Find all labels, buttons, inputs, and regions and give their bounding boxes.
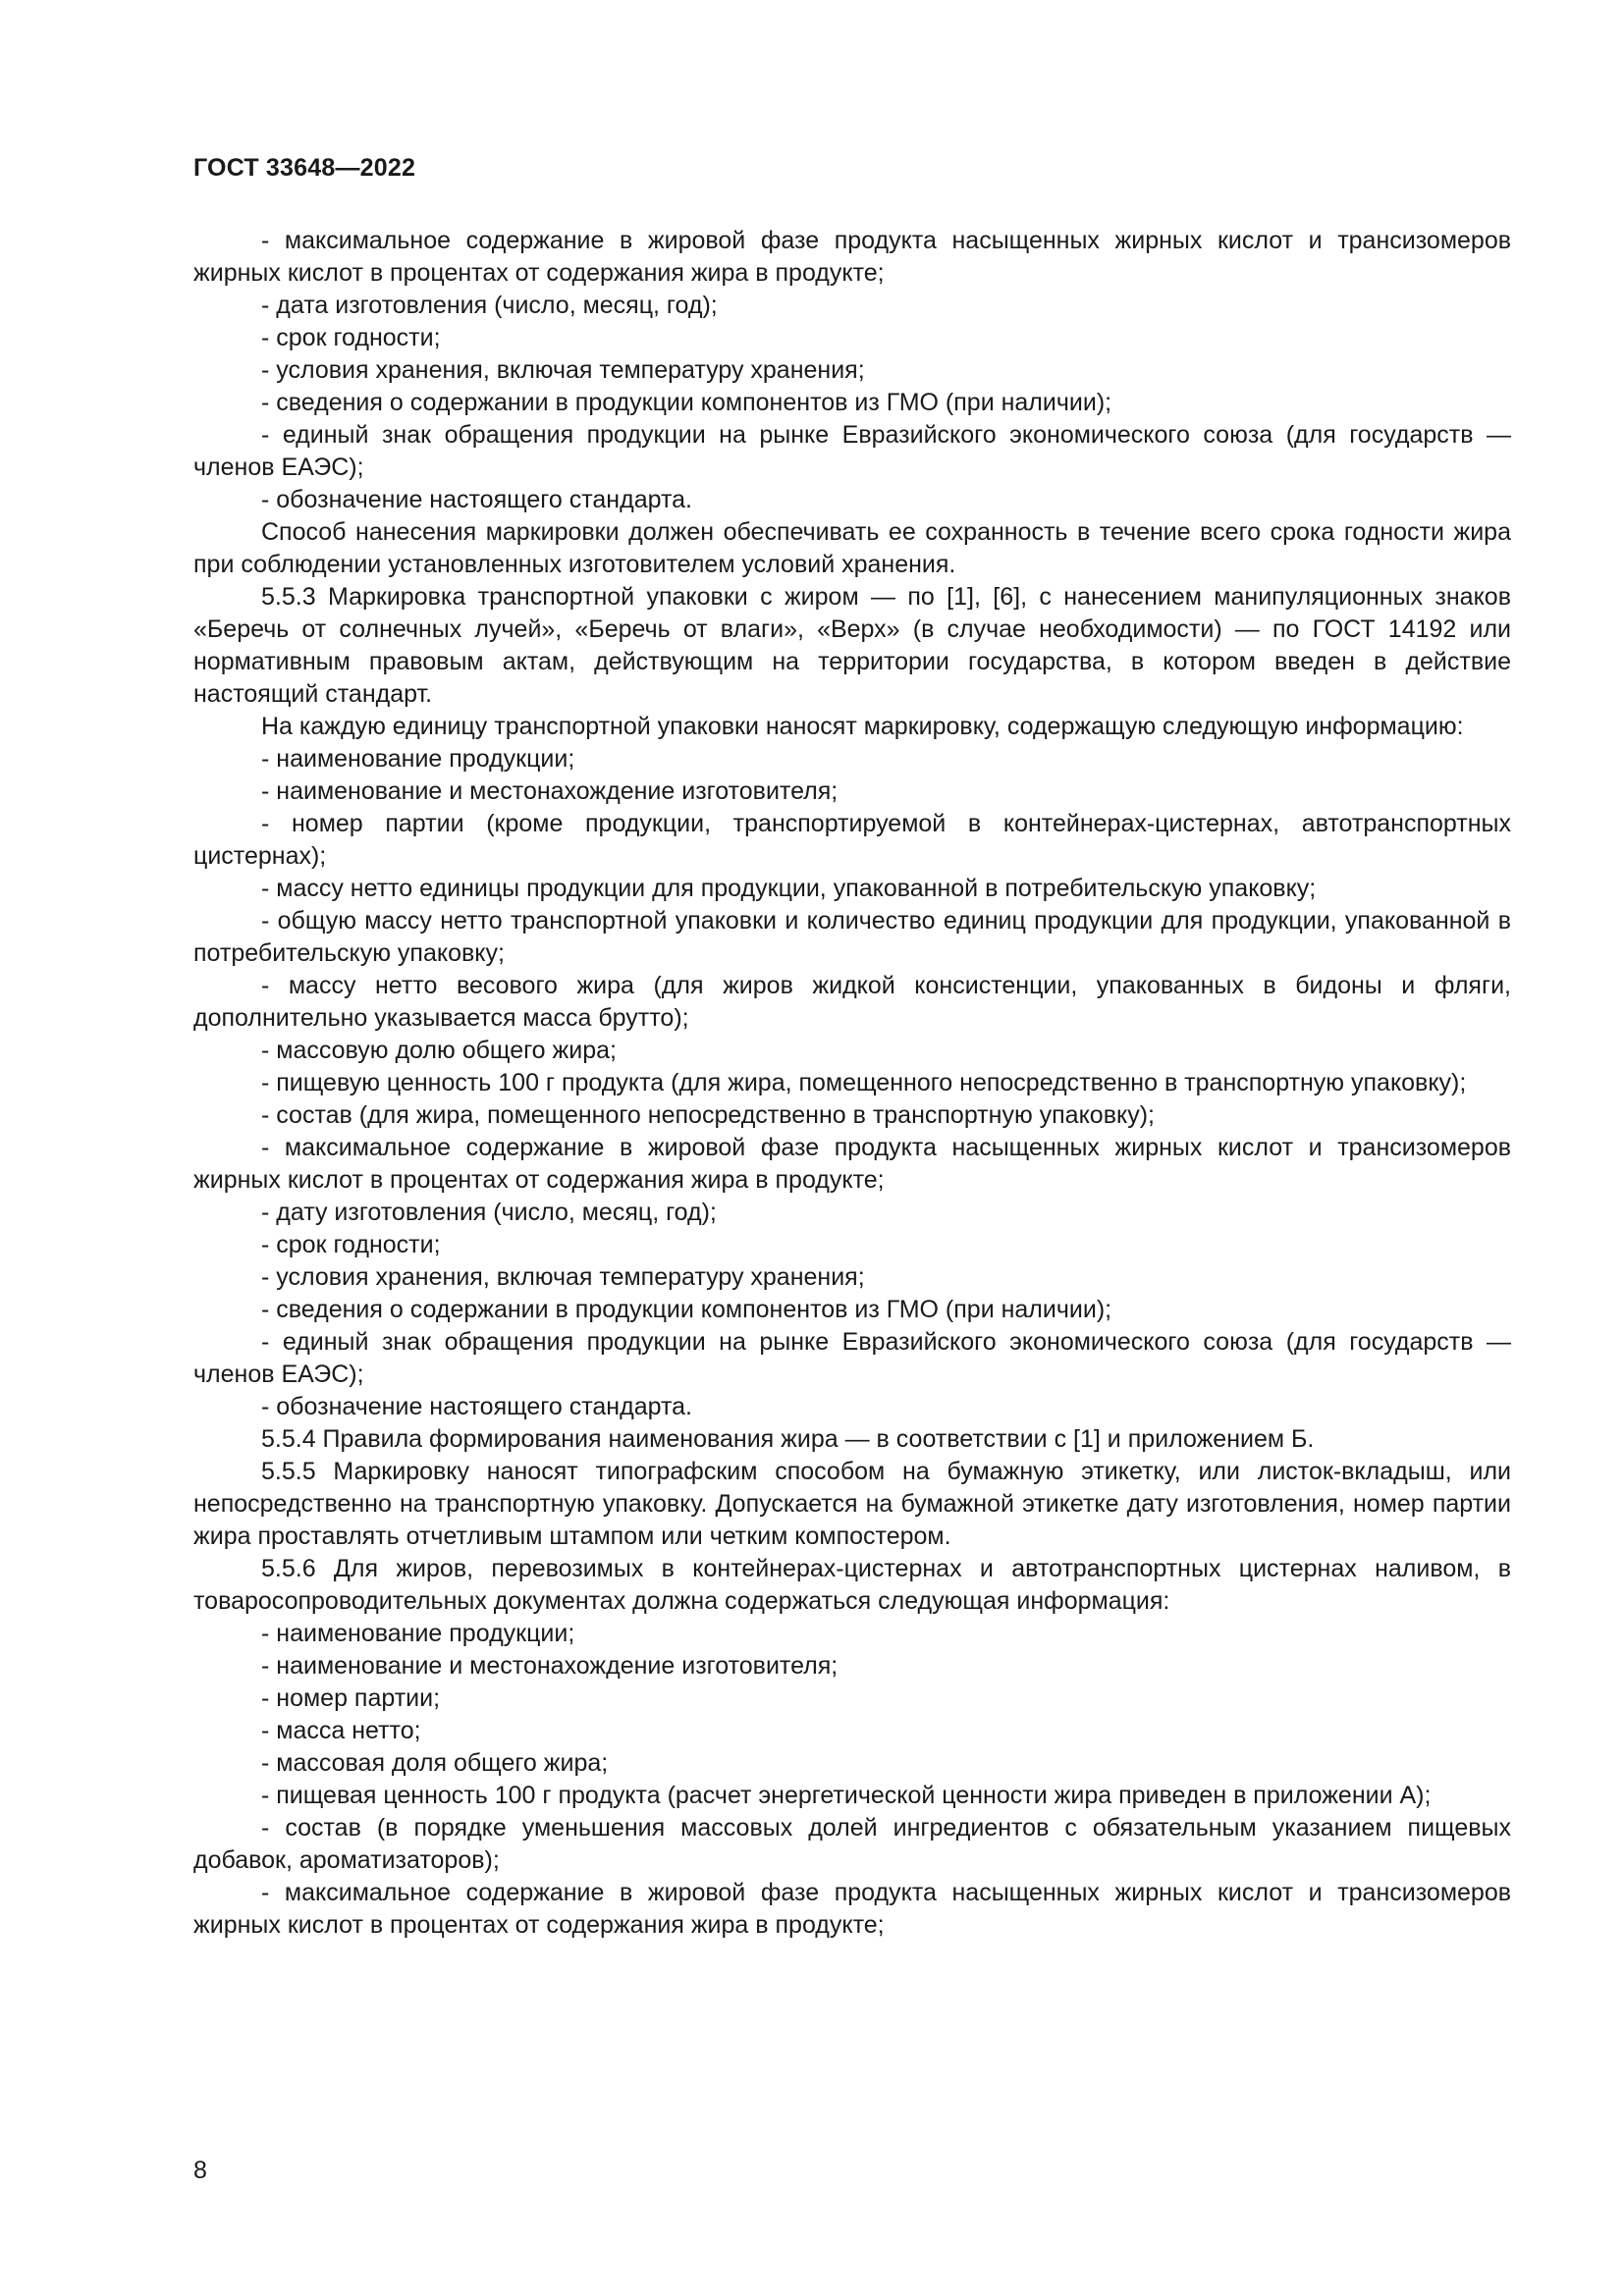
paragraph: - условия хранения, включая температуру хранения; <box>261 1263 865 1291</box>
paragraph: - наименование и местонахождение изготовителя; <box>261 777 839 805</box>
paragraph: - наименование продукции; <box>261 745 575 773</box>
paragraph: - массу нетто весового жира (для жиров жидкой консистенции, упакованных в бидоны и фляги, дополнительно указывается масса брутто); <box>193 972 1511 1032</box>
paragraph: - максимальное содержание в жировой фазе продукта насыщенных жирных кислот и трансизомеров жирных кислот в процентах от содержания жира в продукте; <box>193 227 1511 287</box>
paragraph: - наименование продукции; <box>261 1620 575 1647</box>
paragraph: - дату изготовления (число, месяц, год); <box>261 1199 717 1226</box>
paragraph: - массовую долю общего жира; <box>261 1037 617 1064</box>
standard-designation-header: ГОСТ 33648—2022 <box>193 154 416 182</box>
paragraph: 5.5.4 Правила формирования наименования жира — в соответствии с [1] и приложением Б. <box>261 1425 1315 1453</box>
paragraph: - сведения о содержании в продукции компонентов из ГМО (при наличии); <box>261 1296 1112 1323</box>
paragraph: - состав (в порядке уменьшения массовых долей ингредиентов с обязательным указанием пищевых добавок, ароматизаторов); <box>193 1814 1511 1874</box>
paragraph: - обозначение настоящего стандарта. <box>261 486 692 513</box>
paragraph: - обозначение настоящего стандарта. <box>261 1393 692 1420</box>
paragraph: - масса нетто; <box>261 1717 421 1744</box>
paragraph: - общую массу нетто транспортной упаковки и количество единиц продукции для продукции, упакованной в потребительскую упаковку; <box>193 907 1511 967</box>
paragraph: - сведения о содержании в продукции компонентов из ГМО (при наличии); <box>261 389 1112 416</box>
paragraph: - состав (для жира, помещенного непосредственно в транспортную упаковку); <box>261 1101 1155 1129</box>
paragraph: - номер партии; <box>261 1684 441 1712</box>
paragraph: - массу нетто единицы продукции для продукции, упакованной в потребительскую упаковку; <box>261 875 1317 902</box>
document-body <box>193 225 1511 1942</box>
paragraph: - единый знак обращения продукции на рынке Евразийского экономического союза (для государств — членов ЕАЭС); <box>193 1328 1511 1388</box>
paragraph: Способ нанесения маркировки должен обеспечивать ее сохранность в течение всего срока годности жира при соблюдении установленных изготовителем условий хранения. <box>193 518 1511 578</box>
paragraph: 5.5.5 Маркировку наносят типографским способом на бумажную этикетку, или листок-вкладыш, или непосредственно на транспортную упаковку. Допускается на бумажной этикетке дату изготовления, номер партии жира проставлять отчетливым штампом или четким компостером. <box>193 1458 1511 1550</box>
page-number: 8 <box>193 2157 207 2184</box>
paragraph: 5.5.6 Для жиров, перевозимых в контейнерах-цистернах и автотранспортных цистернах наливом, в товаросопроводительных документах должна содержаться следующая информация: <box>193 1555 1511 1615</box>
paragraph: - наименование и местонахождение изготовителя; <box>261 1652 839 1680</box>
paragraph: - срок годности; <box>261 324 441 351</box>
paragraph: - максимальное содержание в жировой фазе продукта насыщенных жирных кислот и трансизомеров жирных кислот в процентах от содержания жира в продукте; <box>193 1879 1511 1939</box>
paragraph: 5.5.3 Маркировка транспортной упаковки с жиром — по [1], [6], с нанесением манипуляционных знаков «Беречь от солнечных лучей», «Беречь от влаги», «Верх» (в случае необходимости) — по ГОСТ 14192 или нормативным правовым актам, действующим на территории государства, в котором введен в действие настоящий стандарт. <box>193 583 1511 708</box>
paragraph: - срок годности; <box>261 1231 441 1258</box>
paragraph: - максимальное содержание в жировой фазе продукта насыщенных жирных кислот и трансизомеров жирных кислот в процентах от содержания жира в продукте; <box>193 1134 1511 1194</box>
paragraph: - дата изготовления (число, месяц, год); <box>261 292 718 319</box>
paragraph: - пищевую ценность 100 г продукта (для жира, помещенного непосредственно в транспортную упаковку); <box>261 1069 1467 1096</box>
paragraph: - номер партии (кроме продукции, транспортируемой в контейнерах-цистернах, автотранспортных цистернах); <box>193 810 1511 870</box>
paragraph: - массовая доля общего жира; <box>261 1749 609 1777</box>
paragraph: На каждую единицу транспортной упаковки наносят маркировку, содержащую следующую информацию: <box>261 713 1464 740</box>
paragraph: - единый знак обращения продукции на рынке Евразийского экономического союза (для государств — членов ЕАЭС); <box>193 421 1511 481</box>
paragraph: - условия хранения, включая температуру хранения; <box>261 356 865 384</box>
paragraph: - пищевая ценность 100 г продукта (расчет энергетической ценности жира приведен в приложении А); <box>261 1782 1432 1809</box>
